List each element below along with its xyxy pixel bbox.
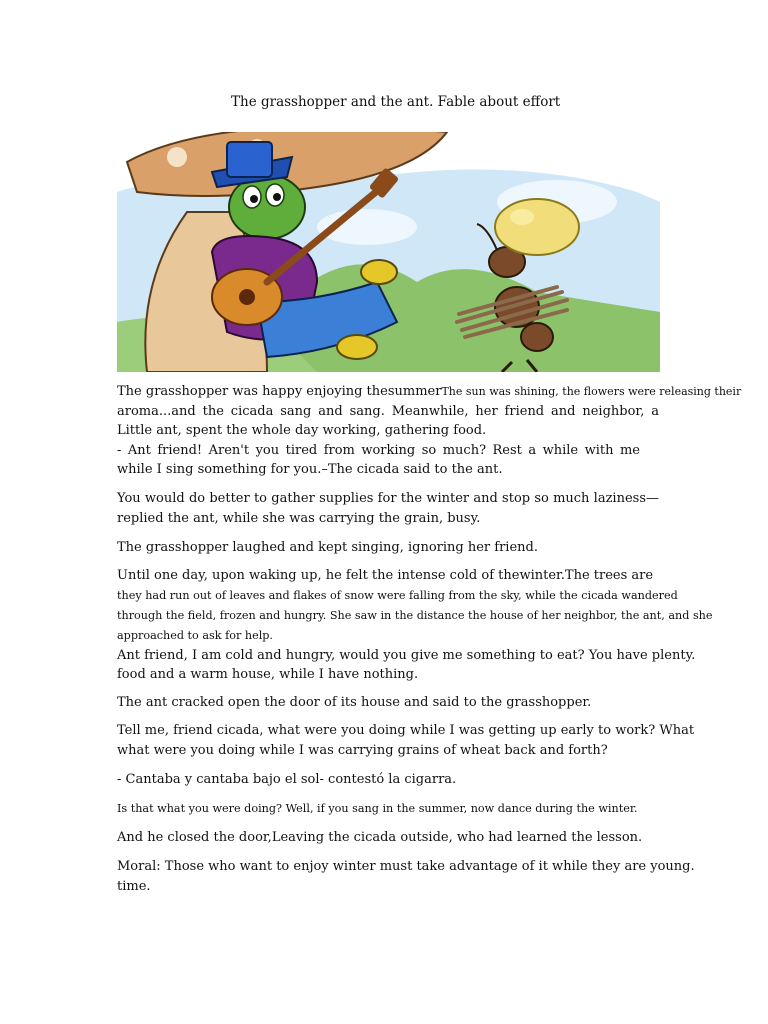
paragraph-3: The grasshopper laughed and kept singing, ignoring her friend. <box>117 540 538 555</box>
paragraph-7: - Cantaba y cantaba bajo el sol- contestó la cigarra. <box>117 772 457 787</box>
guitar-soundhole <box>239 289 255 305</box>
paragraph-1-line-5: while I sing something for you.–The cicada said to the ant. <box>117 462 503 477</box>
page-title: The grasshopper and the ant. Fable about effort <box>231 94 561 110</box>
grasshopper-hat-crown <box>227 142 272 177</box>
paragraph-1-line-2: aroma...and the cicada sang and sang. Meanwhile, her friend and neighbor, a <box>117 403 659 419</box>
grasshopper-shoe <box>361 260 397 284</box>
paragraph-10 <box>117 857 695 896</box>
mushroom-spot <box>167 147 187 167</box>
paragraph-1 <box>117 382 742 480</box>
grain-highlight <box>510 209 534 225</box>
ant-abdomen <box>521 323 553 351</box>
paragraph-4-line-4: approached to ask for help. <box>117 628 273 642</box>
grasshopper-shoe <box>337 335 377 359</box>
paragraph-4-line-6: food and a warm house, while I have nothing. <box>117 667 419 682</box>
paragraph-10-line-2: time. <box>117 878 151 894</box>
paragraph-2: You would do better to gather supplies for the winter and stop so much laziness—replied the ant, while she was carrying the grain, busy. <box>117 491 659 526</box>
paragraph-6-line-2: what were you doing while I was carrying grains of wheat back and forth? <box>117 742 608 758</box>
paragraph-4-line-3: through the field, frozen and hungry. She saw in the distance the house of her neighbor, the ant, and she <box>117 608 713 622</box>
paragraph-1-line-1b: The sun was shining, the flowers were releasing their <box>441 385 742 398</box>
paragraph-1-line-4: - Ant friend! Aren't you tired from working so much? Rest a while with me <box>117 442 640 458</box>
paragraph-8: Is that what you were doing? Well, if you sang in the summer, now dance during the winter. <box>117 802 638 815</box>
paragraph-5: The ant cracked open the door of its house and said to the grasshopper. <box>117 695 592 710</box>
fable-illustration <box>117 132 660 372</box>
grain-bundle <box>495 199 579 255</box>
paragraph-4-line-2: they had run out of leaves and flakes of snow were falling from the sky, while the cicada wandered <box>117 588 678 602</box>
grasshopper-pupil <box>250 195 258 203</box>
paragraph-9: And he closed the door,Leaving the cicada outside, who had learned the lesson. <box>117 830 643 845</box>
grasshopper-pupil <box>273 193 281 201</box>
paragraph-10-line-1: Moral: Those who want to enjoy winter must take advantage of it while they are young. <box>117 859 695 874</box>
paragraph-4-line-1: Until one day, upon waking up, he felt the intense cold of thewinter.The trees are <box>117 568 654 583</box>
paragraph-1-line-3: Little ant, spent the whole day working, gathering food. <box>117 423 487 438</box>
paragraph-6 <box>117 721 695 760</box>
paragraph-4 <box>117 566 713 685</box>
paragraph-6-line-1: Tell me, friend cicada, what were you doing while I was getting up early to work? What <box>117 723 695 738</box>
paragraph-1-line-1a: The grasshopper was happy enjoying thesummer <box>117 384 442 399</box>
paragraph-4-line-5: Ant friend, I am cold and hungry, would you give me something to eat? You have plenty. <box>117 647 696 663</box>
